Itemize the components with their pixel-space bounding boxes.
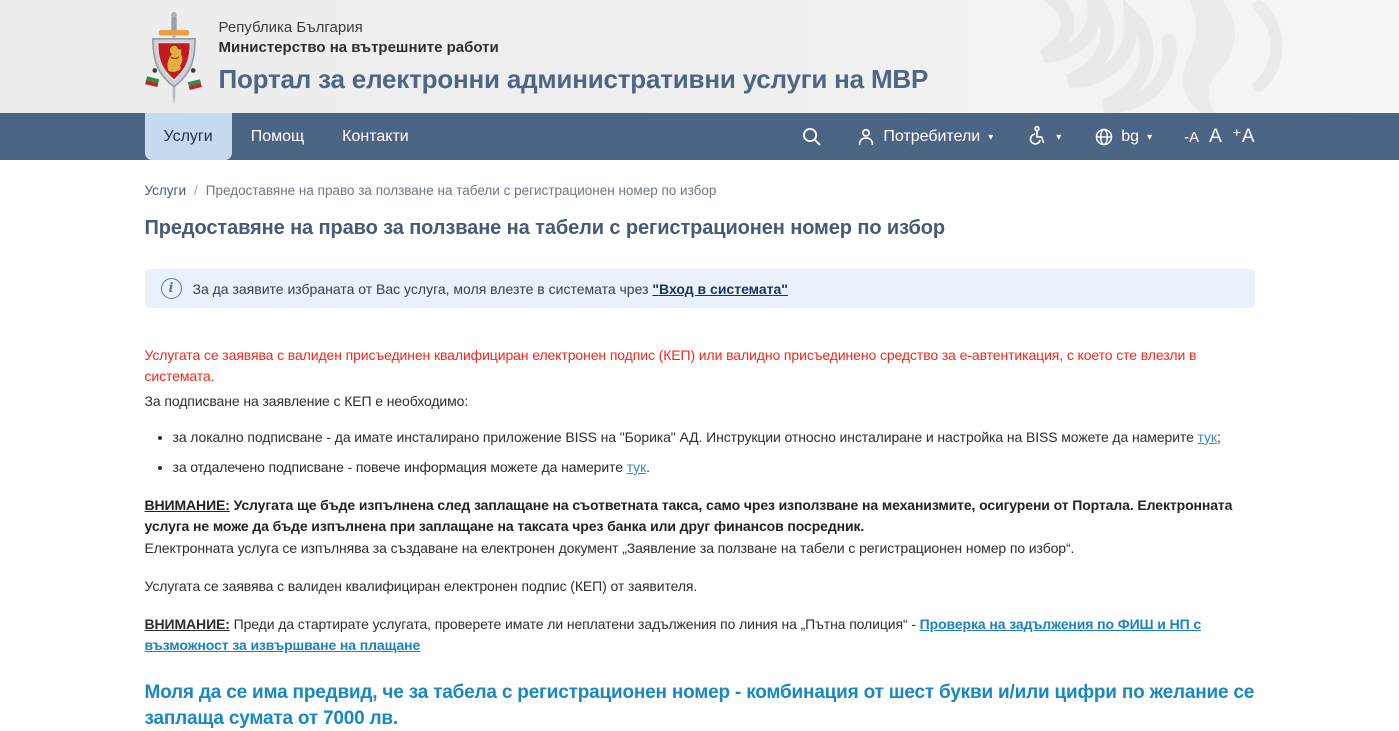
kep-intro: За подписване на заявление с КЕП е необходимо:	[144, 393, 469, 409]
nav-right-tools	[800, 113, 1254, 160]
breadcrumb-link-uslugi[interactable]: Услуги	[144, 183, 187, 198]
list-item	[173, 457, 1255, 478]
warning-label: ВНИМАНИЕ:	[144, 616, 230, 632]
obligations-warning	[145, 614, 1255, 656]
font-normal-button[interactable]: A	[1209, 126, 1222, 147]
kep-paragraph: Услугата се заявява с валиден квалифициран електронен подпис (КЕП) от заявителя.	[144, 578, 698, 594]
main-navbar	[0, 113, 1399, 160]
info-box-text	[193, 281, 788, 297]
header-ministry: Министерство на вътрешните работи	[218, 38, 499, 56]
red-notice: Услугата се заявява с валиден присъединен квалифициран електронен подпис (КЕП) или валидно присъединено средство за е-автентикация, с което сте влезли в системата.	[144, 347, 1197, 384]
bullet-suffix: ;	[1216, 429, 1221, 445]
language-menu[interactable]	[1093, 126, 1152, 148]
site-header	[0, 0, 1399, 113]
warning-text: Услугата ще бъде изпълнена след заплащане на съответната такса, само чрез използване на механизмите, осигурени от Портала. Електронната услуга не може да бъде изпълнена при заплащане на таксата чрез банка или друг финансов посредник.	[144, 497, 1233, 534]
breadcrumb-current: Предоставяне на право за ползване на табели с регистрационен номер по избор	[205, 183, 717, 198]
list-item	[173, 427, 1255, 448]
nav-tab-uslugi[interactable]: Услуги	[145, 113, 232, 160]
users-menu-label: Потребители	[883, 127, 981, 145]
bullet-suffix: .	[646, 459, 650, 475]
obligations-check-link[interactable]: Проверка на задължения по ФИШ и НП с възможност за извършване на плащане	[144, 616, 1202, 653]
login-info-box	[145, 269, 1255, 308]
fee-notice: Моля да се има предвид, че за табела с регистрационен номер - комбинация от шест букви и/или цифри по желание се заплаща сумата от 7000 лв.	[144, 682, 1255, 729]
payment-warning	[145, 495, 1255, 537]
users-menu[interactable]	[855, 126, 993, 148]
globe-icon	[1093, 126, 1115, 148]
nav-tab-pomosht[interactable]: Помощ	[250, 127, 305, 145]
login-link[interactable]: "Вход в системата"	[652, 280, 788, 297]
info-box-text-prefix: За да заявите избраната от Вас услуга, моля влезте в системата чрез	[192, 280, 653, 297]
accessibility-menu[interactable]	[1025, 125, 1061, 148]
warning-label: ВНИМАНИЕ:	[144, 497, 230, 513]
biss-instructions-link[interactable]: тук	[1197, 429, 1217, 445]
user-icon	[855, 126, 877, 148]
breadcrumb	[145, 183, 1255, 198]
nav-tab-kontakti[interactable]: Контакти	[342, 127, 409, 145]
breadcrumb-separator: /	[194, 183, 198, 198]
nav-tabs	[145, 113, 428, 160]
kep-requirements-list	[145, 427, 1255, 478]
page-title: Предоставяне на право за ползване на табели с регистрационен номер по избор	[144, 217, 945, 239]
document-paragraph: Електронната услуга се изпълнява за създаване на електронен документ „Заявление за ползване на табели с регистрационен номер по избор“.	[144, 540, 1075, 556]
accessibility-icon	[1025, 125, 1048, 148]
main-content	[145, 183, 1255, 731]
service-description	[145, 345, 1255, 731]
font-increase-button[interactable]: ⁺A	[1231, 126, 1255, 147]
chevron-down-icon: ▾	[1056, 131, 1062, 143]
bullet-text: за локално подписване - да имате инсталирано приложение BISS на "Борика" АД. Инструкции относно инсталиране и настройка на BISS можете да намерите	[172, 429, 1198, 445]
chevron-down-icon: ▾	[988, 131, 994, 143]
language-label: bg	[1121, 127, 1140, 145]
search-icon	[800, 125, 823, 148]
info-icon: i	[161, 278, 182, 299]
mvr-emblem-logo	[145, 10, 203, 106]
font-size-controls	[1184, 125, 1254, 148]
header-titles	[219, 19, 929, 95]
remote-signing-link[interactable]: тук	[626, 459, 647, 475]
bullet-text: за отдалечено подписване - повече информация можете да намерите	[172, 459, 627, 475]
search-button[interactable]	[800, 125, 823, 148]
header-portal-title: Портал за електронни административни услуги на МВР	[218, 63, 929, 94]
warning-text: Преди да стартирате услугата, проверете имате ли неплатени задължения по линия на „Пътна полиция“ -	[229, 616, 920, 632]
chevron-down-icon: ▾	[1147, 131, 1153, 143]
header-country: Република България	[218, 19, 363, 36]
font-decrease-button[interactable]: -A	[1184, 129, 1200, 146]
